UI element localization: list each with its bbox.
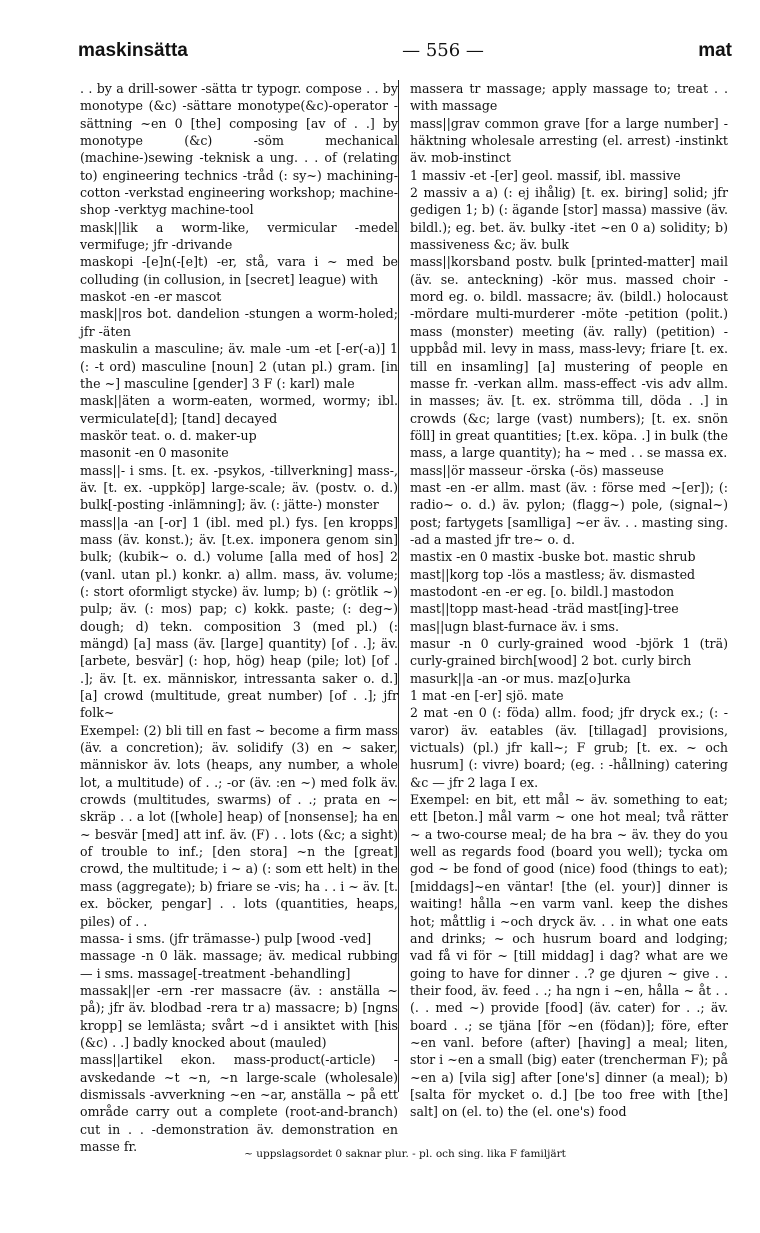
dictionary-entry: mask||lik a worm-like, vermicular -medel vermifuge; jfr -drivande bbox=[80, 219, 398, 253]
dictionary-entry: maskopi -[e]n(-[e]t) -er, stå, vara i ~ med be colluding (in collusion, in [secret] league) with bbox=[80, 254, 398, 287]
dictionary-entry: mass||korsband postv. bulk [printed-matter] mail (äv. se. anteckning) -kör mus. massed choir -mord eg. o. bildl. massacre; äv. (bildl.) holocaust -mördare multi-murderer -möte -petition (polit.) mass (monster) meeting (äv. rally) (petition) -uppbåd mil. levy in mass, mass-levy; friare [t. ex. till en insamling] [a] mustering of people en masse fr. -verkan allm. mass-effect -vis adv allm. in masses; äv. [t. ex. strömma till, döda . .] in crowds (&c; large (vast) numbers); [t. ex. snön föll] in great quantities; [t.ex. köpa. .] in bulk (the mass, a large quantity); ha ~ med . . se massa ex. bbox=[410, 254, 728, 461]
dictionary-entry: maskulin a masculine; äv. male -um -et [-er(-a)] 1 (: -t ord) masculine [noun] 2 (utan pl.) gram. [in the ~] masculine [gender] 3 F (: karl) male bbox=[80, 341, 398, 391]
dictionary-entry: massera tr massage; apply massage to; treat . . with massage bbox=[410, 81, 728, 114]
dictionary-entry: mass||ör masseur -örska (-ös) masseuse bbox=[410, 462, 664, 478]
dictionary-entry: masonit -en 0 masonite bbox=[80, 445, 229, 461]
dictionary-entry: mass||grav common grave [for a large number] -häktning wholesale arresting (el. arrest) -instinkt äv. mob-instinct bbox=[410, 115, 728, 166]
dictionary-entry: masur -n 0 curly-grained wood -björk 1 (trä) curly-grained birch[wood] 2 bot. curly birch bbox=[410, 636, 728, 669]
dictionary-entry: mass||artikel ekon. mass-product(-article) -avskedande ~t ~n, ~n large-scale (wholesale) dismissals -avverkning ~en ~ar, anställa ~ på ett område carry out a complete (root-and-branch) cut in . . -demonstration äv. demonstration en masse fr. bbox=[80, 1052, 398, 1154]
dictionary-entry: mastix -en 0 mastix -buske bot. mastic shrub bbox=[410, 549, 696, 565]
dictionary-example: Exempel: en bit, ett mål ~ äv. something to eat; ett [beton.] mål varm ~ one hot meal; två rätter ~ a two-course meal; de ha bra ~ äv. they do you well as regards food (board you well); tycka om god ~ be fond of good (nice) food (things to eat); [middags]~en väntar! [the (el. your)] dinner is waiting! hålla ~en varm vanl. keep the dishes hot; måttlig i ~och dryck äv. . . in what one eats and drinks; ~ och husrum board and lodging; vad få vi för ~ [till middag] i dag? what are we going to have for dinner . .? ge djuren ~ give . . their food, äv. feed . .; ha ngn i ~en, hålla ~ åt . . (. . med ~) provide [food] (äv. cater) for . .; äv. board . .; se tjäna [för ~en (födan)]; före, efter ~en vanl. before (after) [having] a meal; liten, stor i ~en a small (big) eater (trencherman F); på ~en a) [vila sig] after [one's] dinner (a meal); b) [salta för mycket o. d.] [be too free with [the] salt] on (el. to) the (el. one's) food bbox=[410, 792, 728, 1120]
left-column bbox=[80, 80, 398, 1154]
dictionary-entry: masurk||a -an -or mus. maz[o]urka bbox=[410, 670, 631, 686]
dictionary-entry: massa- i sms. (jfr trämasse-) pulp [wood -ved] bbox=[80, 930, 372, 946]
dictionary-entry: . . by a drill-sower -sätta tr typogr. compose . . by monotype (&c) -sättare monotype(&c)-operator -sättning ~en 0 [the] composing [av of . .] by monotype (&c) -söm mechanical (machine-)sewing -teknisk a ung. . . of (relating to) engineering technics -tråd (: sy~) machining-cotton -verkstad engineering workshop; machine-shop -verktyg machine-tool bbox=[80, 81, 398, 218]
dictionary-entry: massage -n 0 läk. massage; äv. medical rubbing — i sms. massage[-treatment -behandling] bbox=[80, 948, 398, 981]
dictionary-entry: mast||korg top -lös a mastless; äv. dismasted bbox=[410, 566, 696, 582]
dictionary-entry: 2 mat -en 0 (: föda) allm. food; jfr dryck ex.; (: -varor) äv. eatables (äv. [tillagad] provisions, victuals) (pl.) jfr kall~; F grub; [t. ex. ~ och husrum] (: vivre) board; (eg. : -hållning) catering &c — jfr 2 laga I ex. bbox=[410, 705, 728, 790]
dictionary-entry: maskot -en -er mascot bbox=[80, 289, 222, 305]
dictionary-entry: mast||topp mast-head -träd mast[ing]-tree bbox=[410, 601, 679, 617]
dictionary-entry: 1 massiv -et -[er] geol. massif, ibl. massive bbox=[410, 167, 681, 183]
dictionary-entry: mass||- i sms. [t. ex. -psykos, -tillverkning] mass-, äv. [t. ex. -uppköp] large-scale; äv. (postv. o. d.) bulk[-posting -inlämning]; äv. (: jätte-) monster bbox=[80, 462, 398, 513]
dictionary-entry: mastodont -en -er eg. [o. bildl.] mastodon bbox=[410, 583, 675, 599]
header-catchword-left: maskinsätta bbox=[78, 40, 188, 61]
page-number: — 556 — bbox=[402, 40, 484, 61]
dictionary-entry: mas||ugn blast-furnace äv. i sms. bbox=[410, 618, 620, 634]
page-header bbox=[78, 40, 732, 68]
dictionary-entry: maskör teat. o. d. maker-up bbox=[80, 427, 257, 443]
dictionary-entry: mass||a -an [-or] 1 (ibl. med pl.) fys. [en kropps] mass (äv. konst.); äv. [t.ex. imponera genom sin] bulk; (kubik~ o. d.) volume [alla med of hos] 2 (vanl. utan pl.) konkr. a) allm. mass, äv. volume; (: stort oformligt stycke) äv. lump; b) (: grötlik ~) pulp; äv. (: mos) pap; c) kokk. paste; (: deg~) dough; d) tekn. composition 3 (med pl.) (: mängd) [a] mass (äv. [large] quantity) [of . .]; äv. [arbete, besvär] (: hop, hög) heap (pile; lot) [of . .]; äv. [t. ex. människor, intressanta saker o. d.] [a] crowd (multitude, great number) [of . .]; jfr folk~ bbox=[80, 514, 398, 721]
dictionary-entry: mask||äten a worm-eaten, wormed, wormy; ibl. vermiculate[d]; [tand] decayed bbox=[80, 393, 398, 426]
right-column bbox=[410, 80, 728, 1120]
dictionary-entry: 1 mat -en [-er] sjö. mate bbox=[410, 688, 564, 704]
page-footer-legend: ~ uppslagsordet 0 saknar plur. - pl. och sing. lika F familjärt bbox=[244, 1148, 566, 1160]
dictionary-entry: mask||ros bot. dandelion -stungen a worm-holed; jfr -äten bbox=[80, 306, 398, 339]
dictionary-entry: 2 massiv a a) (: ej ihålig) [t. ex. biring] solid; jfr gedigen 1; b) (: ägande [stor] massa) massive (äv. bildl.); eg. bet. äv. bulky -itet ~en 0 a) solidity; b) massiveness &c; äv. bulk bbox=[410, 185, 728, 253]
dictionary-example: Exempel: (2) bli till en fast ~ become a firm mass (äv. a concretion); äv. solidify (3) en ~ saker, människor äv. lots (heaps, any number, a whole lot, a multitude) of . .; -or (äv. :en ~) med folk äv. crowds (multitudes, swarms) of . .; prata en ~ skräp . . a lot ([whole] heap) of [nonsense]; ha en ~ besvär [med] att inf. äv. (F) . . lots (&c; a sight) of trouble to inf.; [den stora] ~n the [great] crowd, the multitude; i ~ a) (: som ett helt) in the mass (aggregate); b) friare se -vis; ha . . i ~ äv. [t. ex. böcker, pengar] . . lots (quantities, heaps, piles) of . . bbox=[80, 722, 398, 929]
dictionary-entry: massak||er -ern -rer massacre (äv. : anställa ~ på); jfr äv. blodbad -rera tr a) massacre; b) [ngns kropp] se lemlästa; svårt ~d i ansiktet with [his (&c) . .] badly knocked about (mauled) bbox=[80, 982, 398, 1050]
dictionary-entry: mast -en -er allm. mast (äv. : förse med ~[er]); (: radio~ o. d.) äv. pylon; (flagg~) pole, (signal~) post; fartygets [samlliga] ~er äv. . . masting sing. -ad a masted jfr tre~ o. d. bbox=[410, 479, 728, 547]
column-divider bbox=[398, 80, 399, 1092]
header-catchword-right: mat bbox=[698, 40, 732, 61]
